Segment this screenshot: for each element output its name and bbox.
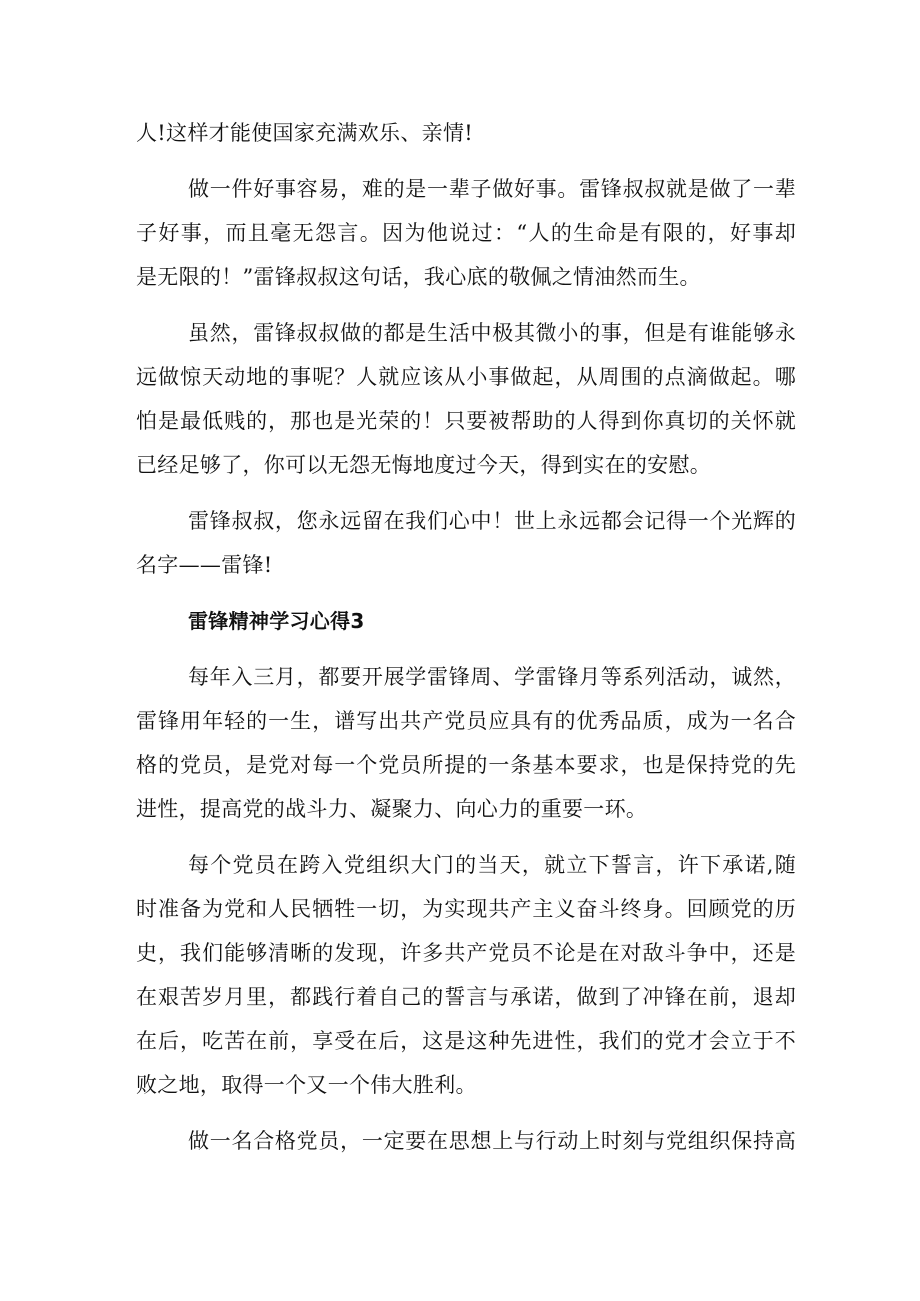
text-line: 做一名合格党员，一定要在思想上与行动上时刻与党组织保持高	[188, 1129, 796, 1153]
text-line: 名字——雷锋!	[136, 553, 273, 577]
text-line: 每年入三月，都要开展学雷锋周、学雷锋月等系列活动，诚然，	[188, 665, 796, 689]
text-line: 格的党员，是党对每一个党员所提的一条基本要求，也是保持党的先	[136, 753, 796, 777]
text-line: 在艰苦岁月里，都践行着自己的誓言与承诺，做到了冲锋在前，退却	[136, 985, 796, 1009]
text-line: 已经足够了，你可以无怨无悔地度过今天，得到实在的安慰。	[136, 453, 712, 477]
text-line: 每个党员在跨入党组织大门的当天，就立下誓言，许下承诺,随	[188, 853, 796, 877]
text-line: 史，我们能够清晰的发现，许多共产党员不论是在对敌斗争中，还是	[136, 941, 796, 965]
text-line: 做一件好事容易，难的是一辈子做好事。雷锋叔叔就是做了一辈	[188, 177, 796, 201]
document-page	[136, 111, 796, 1163]
text-line: 子好事，而且毫无怨言。因为他说过：“人的生命是有限的，好事却	[136, 221, 796, 245]
text-line: 败之地，取得一个又一个伟大胜利。	[136, 1073, 477, 1097]
text-line: 进性，提高党的战斗力、凝聚力、向心力的重要一环。	[136, 797, 648, 821]
text-line: 虽然，雷锋叔叔做的都是生活中极其微小的事，但是有谁能够永	[188, 321, 796, 345]
section-heading: 雷锋精神学习心得3	[188, 609, 365, 633]
text-line: 在后，吃苦在前，享受在后，这是这种先进性，我们的党才会立于不	[136, 1029, 796, 1053]
text-line: 雷锋叔叔，您永远留在我们心中！世上永远都会记得一个光辉的	[188, 509, 796, 533]
text-line: 远做惊天动地的事呢？人就应该从小事做起，从周围的点滴做起。哪	[136, 365, 796, 389]
text-line: 是无限的！”雷锋叔叔这句话，我心底的敬佩之情油然而生。	[136, 265, 701, 289]
text-line: 雷锋用年轻的一生，谱写出共产党员应具有的优秀品质，成为一名合	[136, 709, 796, 733]
text-line: 时准备为党和人民牺牲一切，为实现共产主义奋斗终身。回顾党的历	[136, 897, 796, 921]
text-line: 怕是最低贱的，那也是光荣的！只要被帮助的人得到你真切的关怀就	[136, 409, 796, 433]
text-line: 人!这样才能使国家充满欢乐、亲情!	[136, 121, 473, 145]
